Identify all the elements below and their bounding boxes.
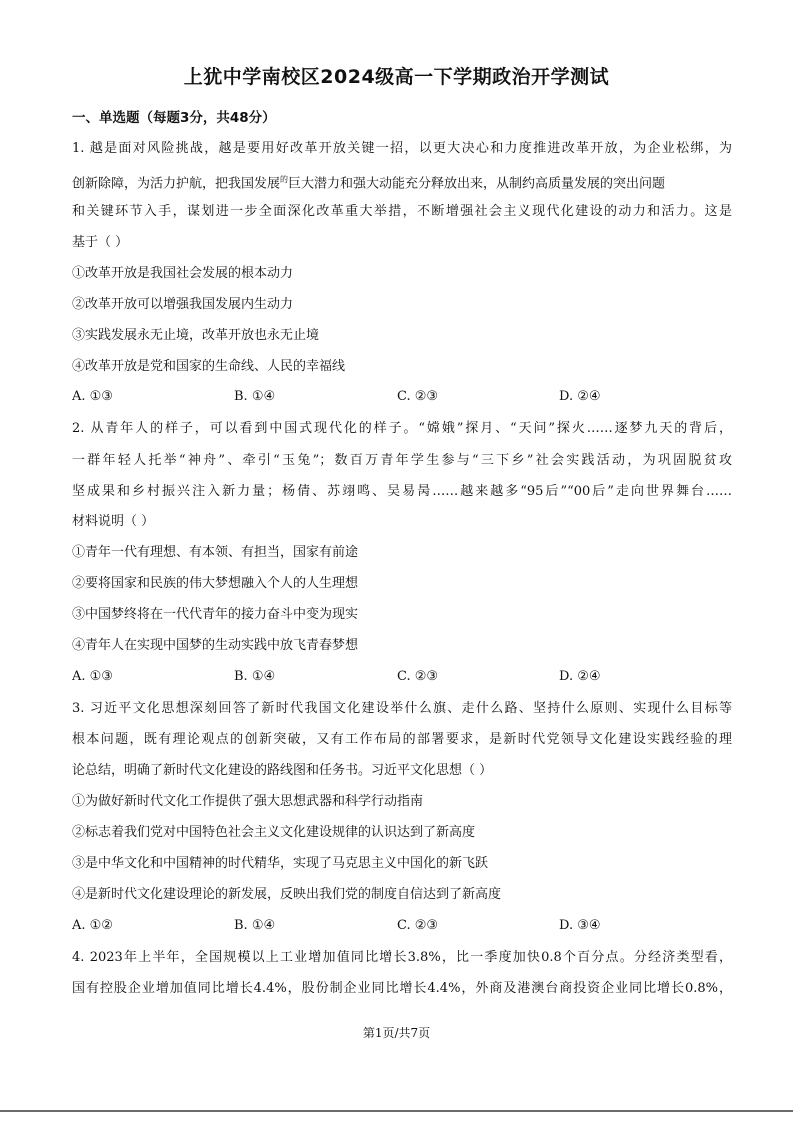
q2-statement-4: ④青年人在实现中国梦的生动实践中放飞青春梦想 bbox=[72, 638, 359, 653]
q1-line-2: 创新除障，为活力护航，把我国发展$^的$巨大潜力和强大动能充分释放出来，从制约高质量发展的突出问题 bbox=[72, 175, 666, 192]
q2-statement-3: ③中国梦终将在一代代青年的接力奋斗中变为现实 bbox=[72, 607, 359, 622]
q4-line-2: 国有控股企业增加值同比增长4.4%，股份制企业同比增长4.4%，外商及港澳台商投资企业同比增长0.8%， bbox=[72, 981, 732, 996]
q1-option-b[interactable]: B. ①④ bbox=[234, 389, 276, 404]
q2-line-1: 2. 从青年人的样子，可以看到中国式现代化的样子。“嫦娥”探月、“天问”探火……逐梦九天的背后， bbox=[72, 421, 732, 436]
q3-option-a[interactable]: A. ①② bbox=[72, 918, 113, 933]
q1-line-1: 1. 越是面对风险挑战，越是要用好改革开放关键一招，以更大决心和力度推进改革开放，为企业松绑，为 bbox=[72, 141, 732, 156]
q2-line-3: 坚成果和乡村振兴注入新力量；杨倩、苏翊鸣、吴易昺……越来越多“95后”“00后”走向世界舞台…… bbox=[72, 484, 732, 499]
q1-line-4: 基于（ ） bbox=[72, 235, 129, 250]
q1-statement-2: ②改革开放可以增强我国发展内生动力 bbox=[72, 297, 294, 312]
q1-statement-3: ③实践发展永无止境，改革开放也永无止境 bbox=[72, 328, 320, 343]
q3-option-d[interactable]: D. ③④ bbox=[559, 918, 601, 933]
q3-line-1: 3. 习近平文化思想深刻回答了新时代我国文化建设举什么旗、走什么路、坚持什么原则、实现什么目标等 bbox=[72, 701, 732, 716]
q3-line-2: 根本问题，既有理论观点的创新突破，又有工作布局的部署要求，是新时代党领导文化建设实践经验的理 bbox=[72, 732, 732, 747]
q3-option-c[interactable]: C. ②③ bbox=[397, 918, 439, 933]
q3-statement-4: ④是新时代文化建设理论的新发展，反映出我们党的制度自信达到了新高度 bbox=[72, 887, 502, 902]
q3-line-3: 论总结，明确了新时代文化建设的路线图和任务书。习近平文化思想（ ） bbox=[72, 763, 493, 778]
q1-statement-1: ①改革开放是我国社会发展的根本动力 bbox=[72, 266, 294, 281]
page-title: 上犹中学南校区2024级高一下学期政治开学测试 bbox=[183, 66, 610, 88]
q1-option-a[interactable]: A. ①③ bbox=[72, 389, 113, 404]
q2-line-2: 一群年轻人托举“神舟”、牵引“玉兔”；数百万青年学生参与“三下乡”社会实践活动，为巩固脱贫攻 bbox=[72, 453, 732, 468]
q2-option-a[interactable]: A. ①③ bbox=[72, 669, 113, 684]
q3-option-b[interactable]: B. ①④ bbox=[234, 918, 276, 933]
q1-line-3: 和关键环节入手，谋划进一步全面深化改革重大举措，不断增强社会主义现代化建设的动力和活力。这是 bbox=[72, 204, 732, 219]
section-heading: 一、单选题（每题3分，共48分） bbox=[72, 110, 276, 126]
page-number: 第1页/共7页 bbox=[362, 1026, 431, 1040]
q3-statement-1: ①为做好新时代文化工作提供了强大思想武器和科学行动指南 bbox=[72, 794, 424, 809]
q1-option-c[interactable]: C. ②③ bbox=[397, 389, 439, 404]
q1-inline-mark: 的 bbox=[280, 175, 289, 184]
q3-statement-3: ③是中华文化和中国精神的时代精华，实现了马克思主义中国化的新飞跃 bbox=[72, 856, 489, 871]
q2-line-4: 材料说明（ ） bbox=[72, 514, 155, 529]
q2-option-c[interactable]: C. ②③ bbox=[397, 669, 439, 684]
q2-statement-1: ①青年一代有理想、有本领、有担当，国家有前途 bbox=[72, 545, 359, 560]
q1-statement-4: ④改革开放是党和国家的生命线、人民的幸福线 bbox=[72, 359, 346, 374]
q2-statement-2: ②要将国家和民族的伟大梦想融入个人的人生理想 bbox=[72, 576, 359, 591]
q3-statement-2: ②标志着我们党对中国特色社会主义文化建设规律的认识达到了新高度 bbox=[72, 825, 476, 840]
q1-option-d[interactable]: D. ②④ bbox=[559, 389, 601, 404]
q4-line-1: 4. 2023年上半年，全国规模以上工业增加值同比增长3.8%，比一季度加快0.8个百分点。分经济类型看， bbox=[72, 950, 732, 965]
q2-option-b[interactable]: B. ①④ bbox=[234, 669, 276, 684]
q2-option-d[interactable]: D. ②④ bbox=[559, 669, 601, 684]
bottom-divider bbox=[0, 1110, 793, 1112]
